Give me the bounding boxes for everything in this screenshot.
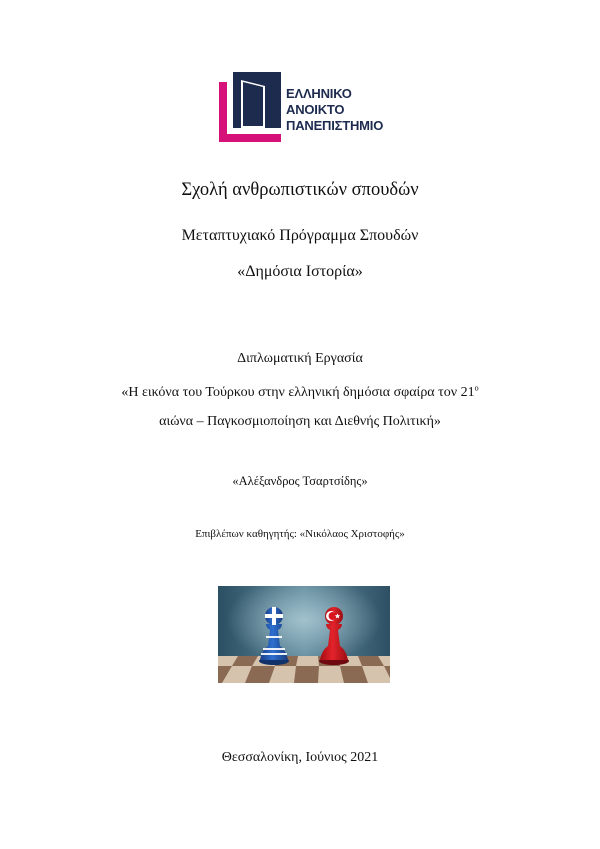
supervisor-name: Επιβλέπων καθηγητής: «Νικόλαος Χριστοφής»	[195, 528, 405, 540]
place-and-date: Θεσσαλονίκη, Ιούνιος 2021	[221, 750, 379, 765]
thesis-title-superscript: ο	[474, 383, 479, 393]
program-name: Μεταπτυχιακό Πρόγραμμα Σπουδών	[181, 227, 419, 244]
logo-mark-icon	[219, 72, 281, 142]
thesis-title-line-1-text: «Η εικόνα του Τούρκου στην ελληνική δημόσια σφαίρα τον 21	[121, 385, 475, 400]
thesis-title-line-1	[0, 385, 600, 401]
school-name: Σχολή ανθρωπιστικών σπουδών	[181, 180, 419, 200]
chess-pawns-greece-turkey-image	[218, 586, 390, 683]
logo-line-3: ΠΑΝΕΠΙΣΤΗΜΙΟ	[286, 118, 384, 133]
specialty-name: «Δημόσια Ιστορία»	[237, 263, 363, 280]
document-type: Διπλωματική Εργασία	[237, 351, 363, 366]
thesis-title-line-2: αιώνα – Παγκοσμιοποίηση και Διεθνής Πολιτική»	[159, 414, 441, 429]
logo-line-2: ΑΝΟΙΚΤΟ	[286, 102, 345, 117]
logo-wordmark	[286, 86, 383, 134]
university-logo	[219, 72, 403, 144]
author-name: «Αλέξανδρος Τσαρτσίδης»	[232, 474, 368, 488]
logo-line-1: ΕΛΛΗΝΙΚΟ	[286, 86, 352, 101]
